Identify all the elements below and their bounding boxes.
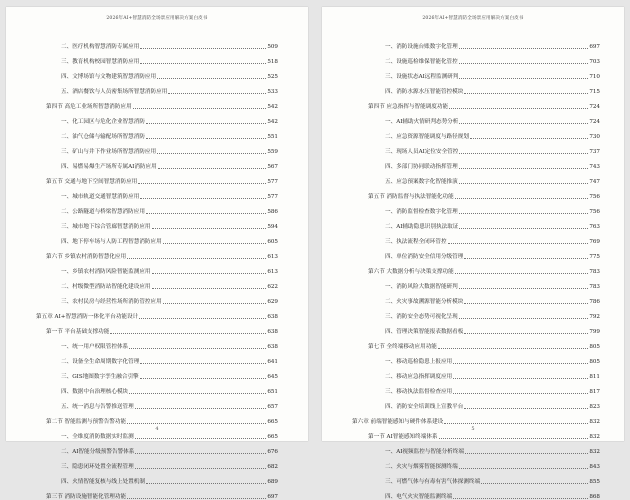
toc-entry-title: 四、管理决策智能报表数据看板 (385, 329, 464, 335)
toc-entry-title: 一、消防风险大数据智能研判 (385, 284, 458, 290)
toc-entry-page: 799 (589, 329, 600, 335)
toc-entry-title: 四、电气火灾智能监测终端 (385, 494, 453, 500)
toc-entry[interactable] (6, 155, 308, 170)
toc-entry-title: 二、AI辅助隐患识别执法取证 (385, 224, 459, 230)
toc-entry-page: 756 (589, 194, 600, 200)
toc-entry-page: 817 (589, 389, 600, 395)
toc-entry-page: 763 (589, 224, 600, 230)
toc-entry-page: 724 (589, 104, 600, 110)
toc-entry-title: 第六章 前端智能感知与硬件体系建设 (352, 419, 444, 425)
toc-entry-title: 四、易燃易爆生产场所专属AI消防应用 (61, 164, 157, 170)
dot-leader (459, 288, 589, 289)
dot-leader (464, 333, 588, 334)
toc-entry-page: 697 (589, 44, 600, 50)
toc-entry-page: 743 (589, 164, 600, 170)
toc-entry[interactable] (6, 110, 308, 125)
toc-entry-title: 三、现场人员AI定位安全管控 (385, 149, 459, 155)
toc-entry[interactable] (6, 410, 308, 425)
toc-entry[interactable] (322, 95, 624, 110)
toc-entry[interactable] (6, 470, 308, 485)
toc-entry[interactable] (322, 185, 624, 200)
dot-leader (464, 303, 588, 304)
toc-entry-title: 二、火灾与烟雾智能探测终端 (385, 464, 458, 470)
toc-entry-title: 一、乡镇农村消防风险智能监测应用 (61, 269, 151, 275)
dot-leader (459, 78, 588, 79)
toc-entry[interactable] (6, 290, 308, 305)
dot-leader (110, 333, 266, 334)
toc-entry-title: 四、地下停车场与人防工程智慧消防应用 (61, 239, 162, 245)
toc-entry-title: 二、医疗机构智慧消防专属应用 (61, 44, 140, 50)
dot-leader (470, 138, 588, 139)
toc-entry-page: 769 (589, 239, 600, 245)
toc-entry-page: 832 (589, 419, 600, 425)
dot-leader (438, 348, 588, 349)
dot-leader (152, 273, 267, 274)
toc-entry-page: 665 (267, 419, 278, 425)
toc-entry[interactable] (322, 485, 624, 500)
dot-leader (455, 273, 589, 274)
toc-entry-title: 五、酒店餐饮与人员密集场所智慧消防应用 (61, 89, 168, 95)
toc-entry-page: 665 (267, 434, 278, 440)
toc-entry-page: 542 (267, 119, 278, 125)
dot-leader (453, 378, 588, 379)
toc-entry[interactable] (322, 290, 624, 305)
dot-leader (453, 498, 588, 499)
toc-entry-title: 一、全维度消防数据实时监测 (61, 434, 134, 440)
dot-leader (135, 438, 267, 439)
toc-entry[interactable] (6, 485, 308, 500)
dot-leader (127, 423, 266, 424)
toc-entry-title: 第二节 智能监测与预警告警功能 (46, 419, 127, 425)
dot-leader (459, 183, 589, 184)
toc-entry-title: 三、可燃气体与有毒有害气体探测终端 (385, 479, 481, 485)
toc-entry-page: 811 (589, 374, 600, 380)
toc-entry-page: 594 (267, 224, 278, 230)
dot-leader (138, 183, 266, 184)
toc-entry-page: 737 (589, 149, 600, 155)
dot-leader (448, 243, 589, 244)
dot-leader (168, 93, 266, 94)
toc-entry-page: 823 (589, 404, 600, 410)
toc-entry[interactable] (322, 65, 624, 80)
toc-entry-title: 三、GIS地图数字孪生融合引擎 (61, 374, 139, 380)
toc-entry[interactable] (6, 185, 308, 200)
toc-entry-page: 533 (267, 89, 278, 95)
toc-entry-title: 四、消防安全培训线上宣教平台 (385, 404, 464, 410)
toc-entry-page: 868 (589, 494, 600, 500)
toc-entry-title: 三、城市地下综合管廊智慧消防应用 (61, 224, 151, 230)
toc-entry-page: 855 (589, 479, 600, 485)
toc-entry-title: 三、设施状态AI远程监测研判 (385, 74, 459, 80)
toc-entry-title: 一、消防设施台账数字化管理 (385, 44, 458, 50)
toc-entry[interactable] (322, 350, 624, 365)
toc-entry-page: 622 (267, 284, 278, 290)
dot-leader (158, 168, 267, 169)
toc-entry-title: 二、村级微型消防站智能化建设应用 (61, 284, 151, 290)
toc-entry-page: 676 (267, 449, 278, 455)
toc-entry[interactable] (322, 455, 624, 470)
toc-entry-page: 657 (267, 404, 278, 410)
toc-entry-title: 五、应急预案数字化智能推演 (385, 179, 458, 185)
toc-entry[interactable] (6, 260, 308, 275)
dot-leader (453, 363, 588, 364)
dot-leader (135, 408, 267, 409)
toc-entry-title: 四、多部门协同联动指挥管理 (385, 164, 458, 170)
dot-leader (449, 108, 588, 109)
toc-entry[interactable] (322, 230, 624, 245)
toc-entry[interactable] (6, 380, 308, 395)
toc-entry-page: 724 (589, 119, 600, 125)
toc-entry[interactable] (322, 155, 624, 170)
toc-entry[interactable] (322, 335, 624, 350)
toc-entry-page: 641 (267, 359, 278, 365)
toc-entry[interactable] (6, 350, 308, 365)
toc-entry-title: 二、设施巡检维保智能化管控 (385, 59, 458, 65)
toc-entry[interactable] (6, 140, 308, 155)
dot-leader (459, 228, 588, 229)
dot-leader (453, 393, 588, 394)
toc-entry[interactable] (322, 275, 624, 290)
dot-leader (135, 453, 266, 454)
toc-page-left (6, 7, 308, 500)
toc-entry-title: 三、教育机构校园智慧消防应用 (61, 59, 140, 65)
toc-entry[interactable] (6, 335, 308, 350)
toc-entry-page: 645 (267, 374, 278, 380)
toc-entry[interactable] (322, 50, 624, 65)
toc-entry[interactable] (322, 35, 624, 50)
dot-leader (459, 318, 589, 319)
toc-entry-page: 786 (589, 299, 600, 305)
toc-entry-page: 715 (589, 89, 600, 95)
dot-leader (459, 63, 589, 64)
dot-leader (439, 438, 589, 439)
dot-leader (140, 63, 266, 64)
toc-entry-title: 三、执法流程全闭环管控 (385, 239, 447, 245)
toc-entry-page: 783 (589, 284, 600, 290)
dot-leader (481, 483, 588, 484)
toc-entry[interactable] (6, 245, 308, 260)
toc-entry-title: 第七节 全终端移动应用功能 (368, 344, 437, 350)
toc-entry-page: 756 (589, 209, 600, 215)
toc-entry-page: 805 (589, 344, 600, 350)
toc-entry-page: 832 (589, 434, 600, 440)
toc-entry[interactable] (322, 365, 624, 380)
toc-entry-title: 二、公路隧道与桥梁智慧消防应用 (61, 209, 145, 215)
toc-entry[interactable] (322, 200, 624, 215)
toc-entry-page: 689 (267, 479, 278, 485)
toc-entry-page: 559 (267, 149, 278, 155)
toc-entry[interactable] (6, 455, 308, 470)
page-number: 4 (155, 426, 159, 432)
toc-entry[interactable] (6, 170, 308, 185)
toc-entry-title: 二、应急资源智能调度与路径规划 (385, 134, 469, 140)
dot-leader (127, 498, 266, 499)
dot-leader (459, 168, 589, 169)
page-header: 2026年AI+智慧消防全场景应用解决方案白皮书 (422, 16, 524, 21)
page-number: 5 (471, 426, 475, 432)
toc-entry-title: 一、统一用户权限管控体系 (61, 344, 129, 350)
toc-entry-page: 629 (267, 299, 278, 305)
toc-entry-page: 783 (589, 269, 600, 275)
toc-entry-page: 775 (589, 254, 600, 260)
dot-leader (464, 93, 588, 94)
toc-entry[interactable] (322, 170, 624, 185)
toc-entry-title: 四、消防水源水压智能管控模块 (385, 89, 464, 95)
dot-leader (152, 288, 267, 289)
toc-entry[interactable] (322, 140, 624, 155)
dot-leader (129, 393, 266, 394)
toc-entry-title: 二、设备全生命周期数字化管理 (61, 359, 140, 365)
toc-entry-page: 638 (267, 344, 278, 350)
dot-leader (163, 303, 267, 304)
dot-leader (127, 258, 266, 259)
toc-entry-title: 二、火灾事故溯源智能分析模块 (385, 299, 464, 305)
toc-entry-title: 第五节 消防监督与执法智能化功能 (368, 194, 454, 200)
toc-entry[interactable] (6, 365, 308, 380)
dot-leader (157, 153, 266, 154)
toc-entry-title: 三、农村民房与经营性场所消防管控应用 (61, 299, 162, 305)
toc-entry-page: 832 (589, 449, 600, 455)
toc-entry-page: 567 (267, 164, 278, 170)
toc-entry-page: 525 (267, 74, 278, 80)
toc-entry[interactable] (6, 395, 308, 410)
toc-page-right (322, 7, 624, 500)
toc-entry[interactable] (322, 260, 624, 275)
toc-entry-title: 第五章 AI+智慧消防一体化平台功能设计 (36, 314, 139, 320)
toc-entry-page: 710 (589, 74, 600, 80)
toc-entry-page: 792 (589, 314, 600, 320)
toc-entry-title: 第四节 高危工业场所智慧消防应用 (46, 104, 132, 110)
toc-entry-page: 551 (267, 134, 278, 140)
toc-entry-title: 二、油气仓储与输配场所智慧消防 (61, 134, 145, 140)
toc-entry[interactable] (322, 110, 624, 125)
toc-entry-page: 577 (267, 179, 278, 185)
dot-leader (140, 363, 266, 364)
dot-leader (157, 78, 266, 79)
toc-entry[interactable] (322, 410, 624, 425)
dot-leader (140, 48, 266, 49)
toc-entry[interactable] (322, 215, 624, 230)
toc-entry-title: 二、移动应急指挥调度应用 (385, 374, 453, 380)
toc-entry[interactable] (6, 95, 308, 110)
toc-entry-title: 三、移动执法监督检查应用 (385, 389, 453, 395)
toc-entry-page: 703 (589, 59, 600, 65)
toc-entry-title: 第一节 AI智能感知终端体系 (368, 434, 438, 440)
dot-leader (135, 468, 267, 469)
toc-entry[interactable] (6, 125, 308, 140)
toc-entry-page: 805 (589, 359, 600, 365)
dot-leader (444, 423, 588, 424)
toc-entry-title: 一、消防监督检查数字化管理 (385, 209, 458, 215)
toc-entry[interactable] (322, 395, 624, 410)
toc-entry-page: 651 (267, 389, 278, 395)
dot-leader (133, 108, 267, 109)
dot-leader (459, 213, 589, 214)
page-header: 2026年AI+智慧消防全场景应用解决方案白皮书 (106, 16, 208, 21)
dot-leader (459, 468, 589, 469)
toc-entry-title: 一、AI视频监控与智能分析终端 (385, 449, 464, 455)
toc-entry[interactable] (6, 215, 308, 230)
toc-entry[interactable] (322, 440, 624, 455)
toc-entry[interactable] (6, 35, 308, 50)
toc-entry-title: 二、AI智能分级预警告警体系 (61, 449, 135, 455)
toc-entry[interactable] (322, 470, 624, 485)
dot-leader (146, 138, 266, 139)
toc-entry-page: 730 (589, 134, 600, 140)
toc-entry-title: 一、城市轨道交通智慧消防应用 (61, 194, 140, 200)
toc-entry[interactable] (6, 80, 308, 95)
toc-entry[interactable] (6, 50, 308, 65)
toc-entry-title: 四、数据中台治理核心模块 (61, 389, 129, 395)
toc-entry-page: 577 (267, 194, 278, 200)
toc-entry[interactable] (6, 305, 308, 320)
toc-entry-page: 638 (267, 314, 278, 320)
toc-entry-title: 三、消防安全态势可视化呈现 (385, 314, 458, 320)
toc-entry-title: 三、隐患闭环处置全流程管理 (61, 464, 134, 470)
dot-leader (140, 198, 266, 199)
toc-entry[interactable] (322, 320, 624, 335)
toc-entry-page: 509 (267, 44, 278, 50)
toc-entry-title: 三、矿山与井下作业场所智慧消防应用 (61, 149, 157, 155)
toc-entry[interactable] (322, 80, 624, 95)
toc-entry-title: 一、移动巡检隐患上报应用 (385, 359, 453, 365)
toc-entry-page: 747 (589, 179, 600, 185)
toc-entry[interactable] (322, 245, 624, 260)
toc-entry-page: 542 (267, 104, 278, 110)
toc-entry[interactable] (6, 320, 308, 335)
toc-entry-title: 四、火情智能复核与线上处置机制 (61, 479, 145, 485)
toc-entry-title: 第六节 乡镇农村消防智慧化应用 (46, 254, 127, 260)
dot-leader (139, 318, 266, 319)
toc-entry-page: 697 (267, 494, 278, 500)
dot-leader (465, 453, 588, 454)
toc-entry[interactable] (322, 380, 624, 395)
dot-leader (459, 123, 588, 124)
toc-entry-title: 第一节 平台基础支撑功能 (46, 329, 110, 335)
toc-entry-title: 一、化工园区与危化企业智慧消防 (61, 119, 145, 125)
dot-leader (464, 408, 588, 409)
toc-entry-title: 五、统一消息与告警推送管理 (61, 404, 134, 410)
dot-leader (455, 198, 589, 199)
dot-leader (152, 228, 267, 229)
toc-entry-page: 518 (267, 59, 278, 65)
toc-entry[interactable] (6, 65, 308, 80)
dot-leader (146, 213, 266, 214)
toc-entry-title: 第五节 交通与地下空间智慧消防应用 (46, 179, 138, 185)
toc-entry[interactable] (322, 125, 624, 140)
toc-entry-page: 613 (267, 254, 278, 260)
dot-leader (163, 243, 267, 244)
toc-entry-page: 605 (267, 239, 278, 245)
dot-leader (459, 48, 589, 49)
toc-entry-title: 一、AI辅助火情研判态势分析 (385, 119, 459, 125)
toc-entry-title: 第六节 大数据分析与决策支撑功能 (368, 269, 454, 275)
toc-entry[interactable] (6, 440, 308, 455)
toc-entry-title: 四、文博场馆与文物建筑智慧消防应用 (61, 74, 157, 80)
dot-leader (129, 348, 266, 349)
toc-entry[interactable] (6, 275, 308, 290)
toc-entry-title: 四、单位消防安全信用分级管理 (385, 254, 464, 260)
toc-entry[interactable] (6, 200, 308, 215)
toc-entry[interactable] (6, 230, 308, 245)
dot-leader (140, 378, 267, 379)
dot-leader (146, 483, 266, 484)
toc-entry-page: 613 (267, 269, 278, 275)
toc-entry-title: 第三节 消防设施智能化管理功能 (46, 494, 127, 500)
toc-entry-page: 843 (589, 464, 600, 470)
toc-entry-title: 第四节 应急指挥与智能调度功能 (368, 104, 449, 110)
toc-entry[interactable] (322, 305, 624, 320)
toc-entry-page: 586 (267, 209, 278, 215)
toc-entry-page: 682 (267, 464, 278, 470)
toc-entry-page: 638 (267, 329, 278, 335)
dot-leader (464, 258, 588, 259)
dot-leader (459, 153, 588, 154)
dot-leader (146, 123, 266, 124)
